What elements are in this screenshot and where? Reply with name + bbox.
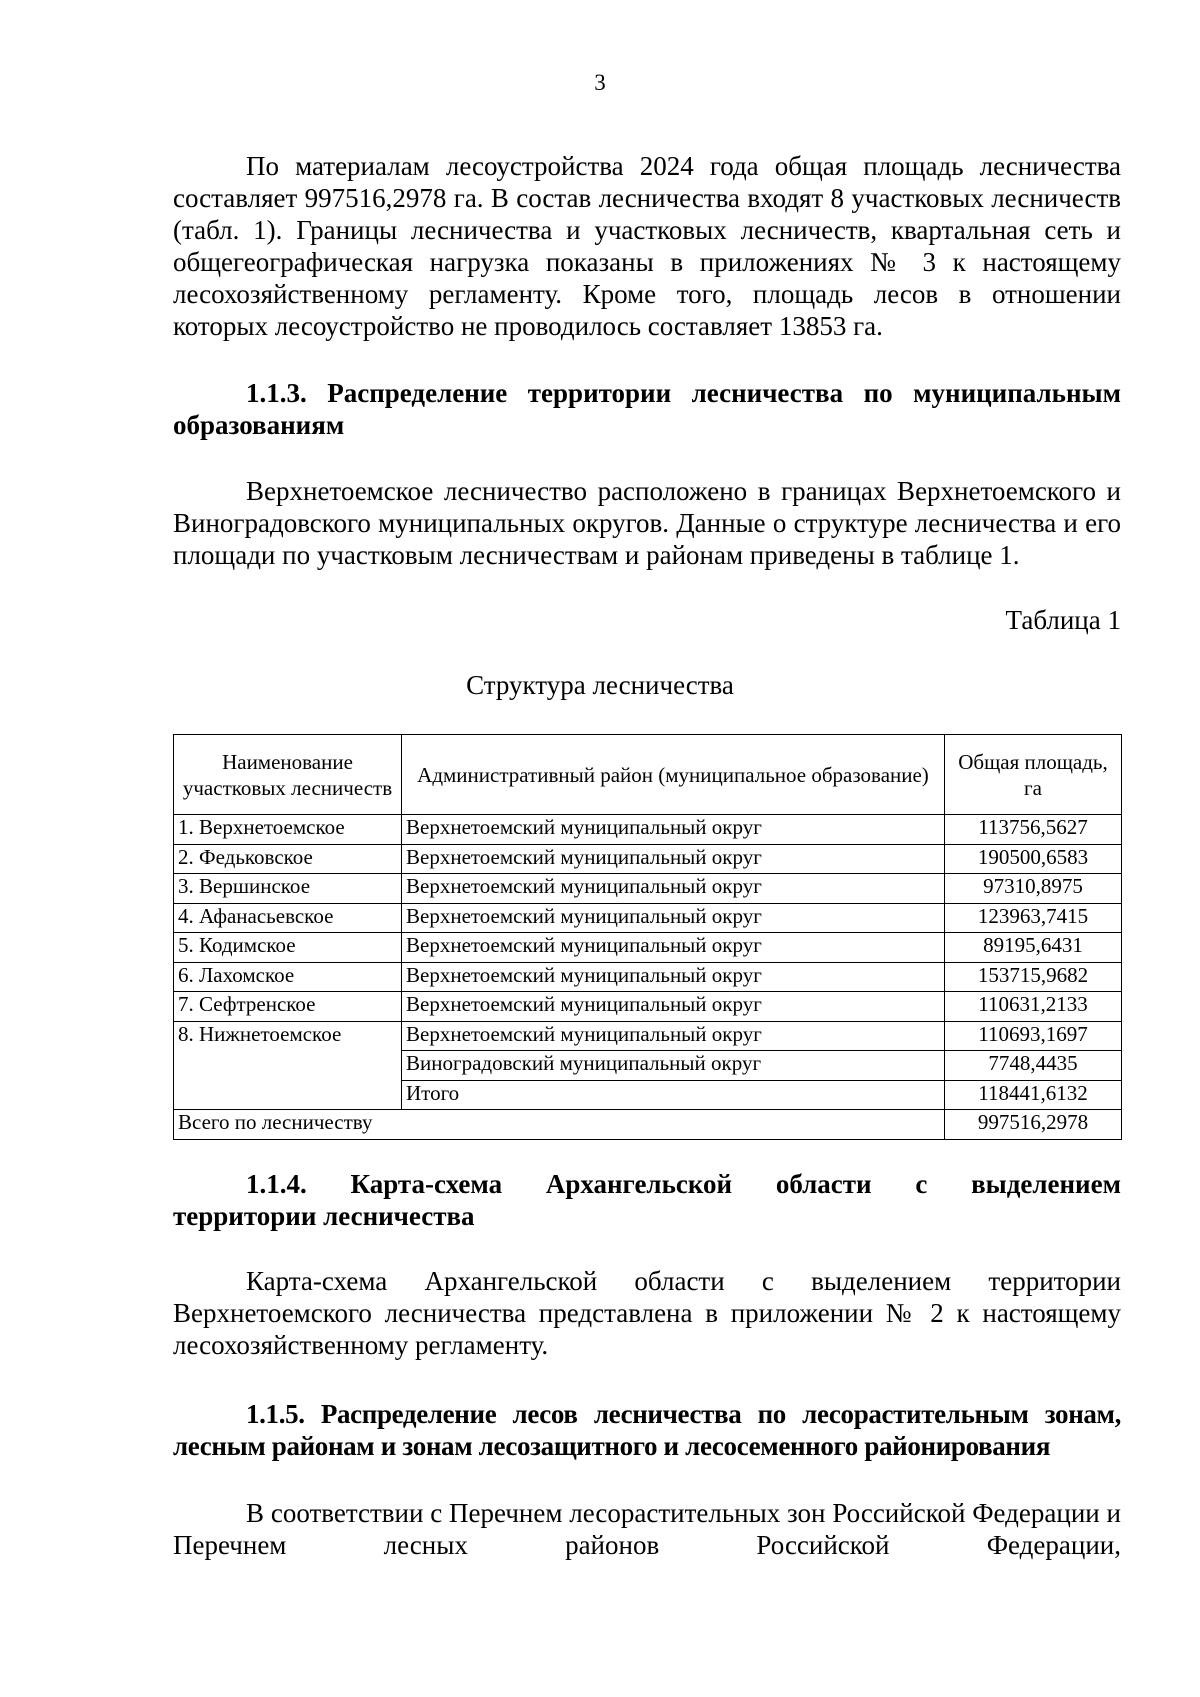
total-label: Всего по лесничеству xyxy=(174,1110,945,1140)
row-area: 7748,4435 xyxy=(945,1051,1122,1081)
table-row xyxy=(174,903,1122,933)
structure-table xyxy=(173,734,1122,1140)
table-row xyxy=(174,874,1122,904)
table-row xyxy=(174,992,1122,1022)
section-114-heading xyxy=(173,1168,1121,1200)
row-name: 5. Кодимское xyxy=(174,933,402,963)
row-district: Верхнетоемский муниципальный округ xyxy=(402,1021,945,1051)
header-district: Административный район (муниципальное образование) xyxy=(402,735,945,815)
table-row xyxy=(174,1021,1122,1051)
section-115-heading: 1.1.5. Распределение лесов лесничества по лесорастительным зонам, лесным районам и зонам лесозащитного и лесосеменного районирования xyxy=(173,1399,1121,1461)
header-area: Общая площадь, га xyxy=(945,735,1122,815)
intro-paragraph xyxy=(173,150,1121,342)
row-name: 1. Верхнетоемское xyxy=(174,815,402,845)
page-number: 3 xyxy=(594,70,606,95)
section-113-paragraph-text: Верхнетоемское лесничество расположено в границах Верхнетоемского и Виноградовского муниципальных округов. Данные о структуре лесничества и его площади по участковым лесничествам и районам приведены в таблице 1. xyxy=(173,476,1121,570)
row-area: 190500,6583 xyxy=(945,844,1122,874)
row-area: 110631,2133 xyxy=(945,992,1122,1022)
header-name: Наименование участковых лесничеств xyxy=(174,735,402,815)
table-header-row xyxy=(174,735,1122,815)
section-113-paragraph xyxy=(173,475,1121,571)
section-113-heading: 1.1.3. Распределение территории лесничества по муниципальным образованиям xyxy=(173,378,1121,440)
row-area: 153715,9682 xyxy=(945,962,1122,992)
row-name: 7. Сефтренское xyxy=(174,992,402,1022)
row-name: 4. Афанасьевское xyxy=(174,903,402,933)
row-district: Верхнетоемский муниципальный округ xyxy=(402,815,945,845)
table-row xyxy=(174,844,1122,874)
total-area: 997516,2978 xyxy=(945,1110,1122,1140)
table-title: Структура лесничества xyxy=(466,670,734,700)
row-district: Верхнетоемский муниципальный округ xyxy=(402,962,945,992)
section-114-heading-line2: территории лесничества xyxy=(173,1201,475,1231)
row-name: 6. Лахомское xyxy=(174,962,402,992)
row-area: 97310,8975 xyxy=(945,874,1122,904)
row-name: 8. Нижнетоемское xyxy=(174,1021,402,1110)
row-name: 2. Федьковское xyxy=(174,844,402,874)
row-area: 113756,5627 xyxy=(945,815,1122,845)
section-114-paragraph-text: Карта-схема Архангельской области с выделением территории Верхнетоемского лесничества представлена в приложении № 2 к настоящему лесохозяйственному регламенту. xyxy=(173,1266,1121,1360)
row-district: Верхнетоемский муниципальный округ xyxy=(402,933,945,963)
section-114-heading-line1: 1.1.4. Карта-схема Архангельской области с выделением xyxy=(246,1169,1121,1199)
intro-paragraph-text: По материалам лесоустройства 2024 года общая площадь лесничества составляет 997516,2978 га. В состав лесничества входят 8 участковых лесничеств (табл. 1). Границы лесничества и участковых лесничеств, квартальная сеть и общегеографическая нагрузка показаны в приложениях № 3 к настоящему лесохозяйственному регламенту. Кроме того, площадь лесов в отношении которых лесоустройство не проводилось составляет 13853 га. xyxy=(173,151,1121,341)
table-total-row xyxy=(174,1110,1122,1140)
row-district: Верхнетоемский муниципальный округ xyxy=(402,844,945,874)
row-district: Верхнетоемский муниципальный округ xyxy=(402,992,945,1022)
row-district: Верхнетоемский муниципальный округ xyxy=(402,903,945,933)
row-subtotal-label: Итого xyxy=(402,1080,945,1110)
row-district: Верхнетоемский муниципальный округ xyxy=(402,874,945,904)
row-area: 89195,6431 xyxy=(945,933,1122,963)
row-name: 3. Вершинское xyxy=(174,874,402,904)
row-area: 123963,7415 xyxy=(945,903,1122,933)
row-subtotal-area: 118441,6132 xyxy=(945,1080,1122,1110)
table-row xyxy=(174,815,1122,845)
table-row xyxy=(174,962,1122,992)
section-114-paragraph xyxy=(173,1265,1121,1361)
table-row xyxy=(174,933,1122,963)
section-115-paragraph-text: В соответствии с Перечнем лесорастительных зон Российской Федерации и Перечнем лесных районов Российской Федерации, xyxy=(173,1498,1121,1560)
section-115-paragraph xyxy=(173,1497,1121,1561)
row-area: 110693,1697 xyxy=(945,1021,1122,1051)
row-district: Виноградовский муниципальный округ xyxy=(402,1051,945,1081)
table-label: Таблица 1 xyxy=(1005,605,1121,635)
